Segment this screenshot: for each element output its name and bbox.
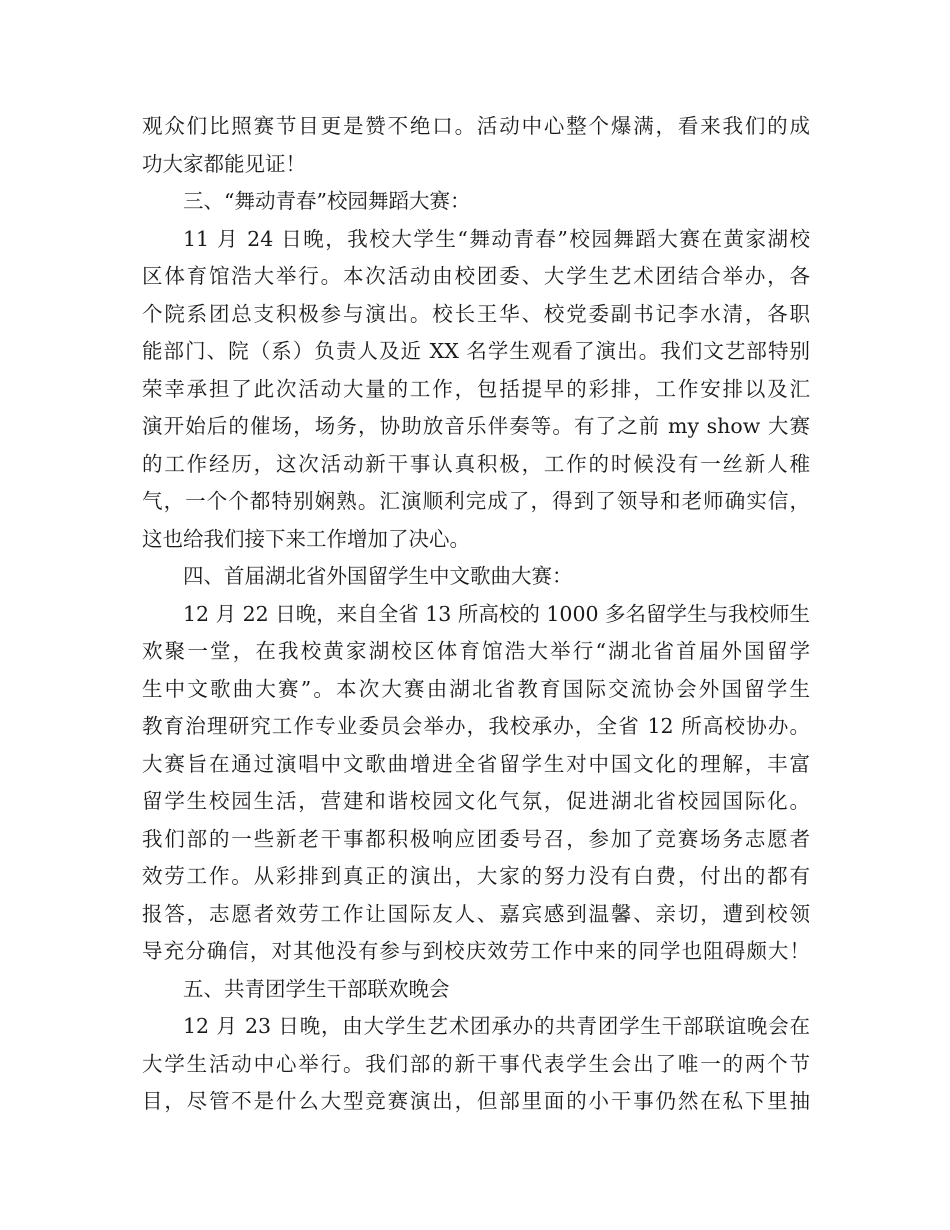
paragraph-first-line: 12 月 22 日晚，来自全省 13 所高校的 1000 多名留学生与我校师生 xyxy=(183,601,811,626)
text-line: 区体育馆浩大举行。本次活动由校团委、大学生艺术团结合举办，各 xyxy=(142,264,810,288)
text-line: 导充分确信，对其他没有参与到校庆效劳工作中来的同学也阻碍颇大！ xyxy=(142,939,810,963)
text-line: 个院系团总支积极参与演出。校长王华、校党委副书记李水清，各职 xyxy=(142,301,810,326)
text-line: 观众们比照赛节目更是赞不绝口。活动中心整个爆满，看来我们的成 xyxy=(142,114,810,138)
text-line: 气，一个个都特别娴熟。汇演顺利完成了，得到了领导和老师确实信， xyxy=(142,489,810,513)
text-line: 大学生活动中心举行。我们部的新干事代表学生会出了唯一的两个节 xyxy=(142,1051,810,1076)
text-line: 留学生校园生活，营建和谐校园文化气氛，促进湖北省校园国际化。 xyxy=(142,789,810,813)
text-line: 的工作经历，这次活动新干事认真积极，工作的时候没有一丝新人稚 xyxy=(142,451,810,476)
text-line: 报答，志愿者效劳工作让国际友人、嘉宾感到温馨、亲切，遭到校领 xyxy=(142,901,810,926)
text-line: 教育治理研究工作专业委员会举办，我校承办，全省 12 所高校协办。 xyxy=(142,714,810,738)
paragraph-first-line: 三、“舞动青春”校园舞蹈大赛： xyxy=(183,189,471,213)
text-line: 能部门、院（系）负责人及近 XX 名学生观看了演出。我们文艺部特别 xyxy=(142,339,810,363)
text-line: 生中文歌曲大赛”。本次大赛由湖北省教育国际交流协会外国留学生 xyxy=(142,676,810,701)
text-line: 演开始后的催场，场务，协助放音乐伴奏等。有了之前 my show 大赛 xyxy=(142,414,810,438)
text-line: 大赛旨在通过演唱中文歌曲增进全省留学生对中国文化的理解，丰富 xyxy=(142,751,810,776)
text-line: 这也给我们接下来工作增加了决心。 xyxy=(142,526,470,551)
paragraph-first-line: 四、首届湖北省外国留学生中文歌曲大赛： xyxy=(183,564,573,588)
paragraph-first-line: 11 月 24 日晚，我校大学生“舞动青春”校园舞蹈大赛在黄家湖校 xyxy=(183,226,810,251)
paragraph-first-line: 12 月 23 日晚，由大学生艺术团承办的共青团学生干部联谊晚会在 xyxy=(183,1014,810,1038)
paragraph-first-line: 五、共青团学生干部联欢晚会 xyxy=(183,976,450,1001)
text-line: 我们部的一些新老干事都积极响应团委号召，参加了竞赛场务志愿者 xyxy=(142,826,810,851)
text-line: 欢聚一堂，在我校黄家湖校区体育馆浩大举行“湖北省首届外国留学 xyxy=(142,639,810,663)
document-body xyxy=(142,108,810,1121)
text-line: 荣幸承担了此次活动大量的工作，包括提早的彩排，工作安排以及汇 xyxy=(142,376,810,401)
text-line: 目，尽管不是什么大型竞赛演出，但部里面的小干事仍然在私下里抽 xyxy=(142,1089,810,1113)
text-line: 功大家都能见证！ xyxy=(142,151,306,176)
text-line: 效劳工作。从彩排到真正的演出，大家的努力没有白费，付出的都有 xyxy=(142,864,810,888)
